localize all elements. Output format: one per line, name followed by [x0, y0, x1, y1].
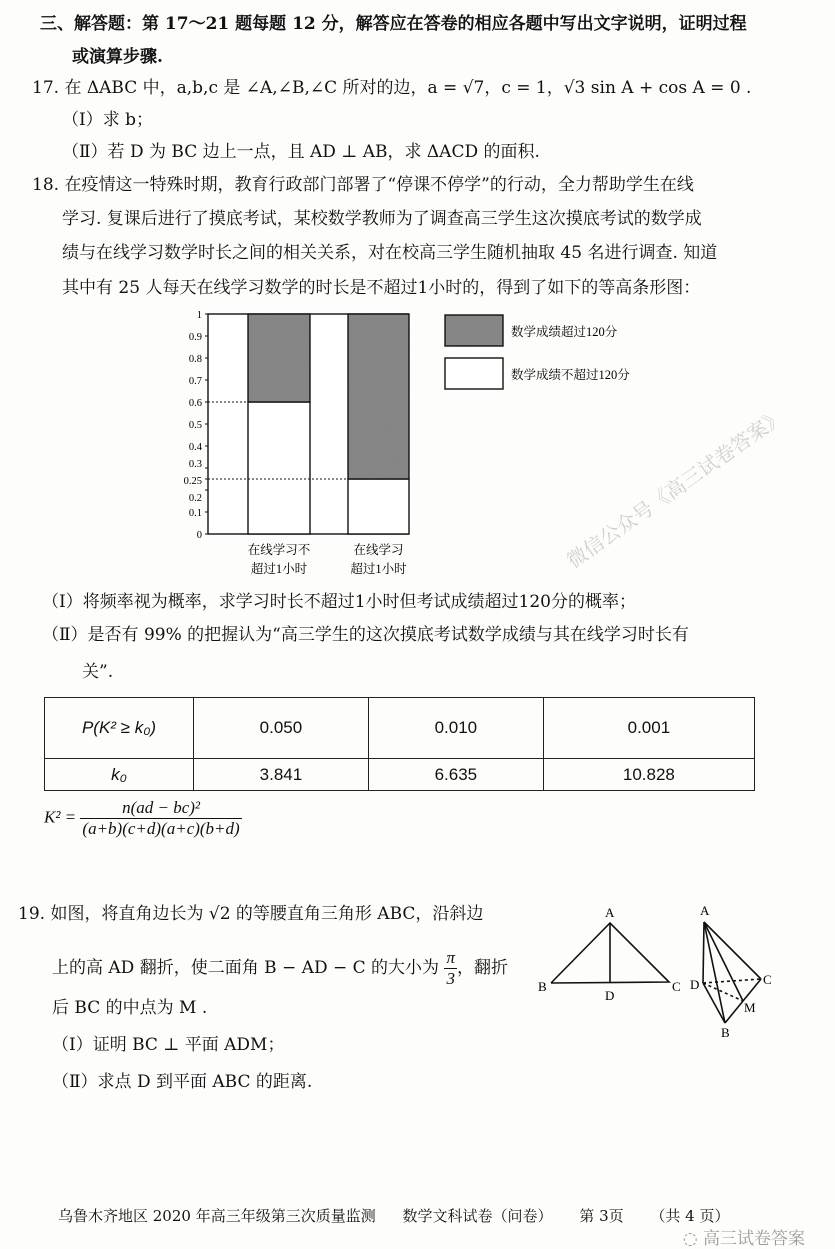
legend-swatch: [445, 358, 503, 389]
y-tick-label: 0: [196, 530, 202, 541]
label-B: B: [721, 1025, 730, 1040]
pi-over-3: [444, 948, 457, 989]
legend-label: 数学成绩超过120分: [511, 325, 618, 339]
formula-numerator: n(ad − bc)²: [80, 798, 241, 819]
formula-fraction: [80, 798, 241, 839]
wechat-icon: ◌: [682, 1229, 698, 1249]
formula-lhs: K² =: [44, 807, 77, 827]
y-tick-label: 0.1: [188, 508, 202, 519]
formula-denominator: (a+b)(c+d)(a+c)(b+d): [82, 819, 240, 838]
triangle-figures: [530, 890, 830, 1040]
footer-page: 第 3页: [579, 1207, 624, 1225]
y-tick-label: 0.9: [188, 332, 202, 343]
q19-part1: （Ⅰ）证明 BC ⊥ 平面 ADM；: [52, 1035, 285, 1055]
q18-line-1: [32, 173, 694, 197]
table-cell: 10.828: [543, 759, 754, 791]
y-tick-label: 0.5: [188, 420, 202, 431]
q18-part2-cont: 关”.: [82, 662, 114, 682]
x-tick-label: 在线学习不: [247, 543, 311, 557]
q19-line-1: [18, 902, 483, 926]
x-tick-label: 在线学习: [353, 543, 404, 557]
table-header: k₀: [45, 759, 194, 791]
table-header: P(K² ≥ k₀): [45, 698, 194, 759]
bar-segment: [248, 314, 310, 402]
table-cell: 6.635: [368, 759, 543, 791]
section-title: 三、解答题：第 17～21 题每题 12 分，解答应在答卷的相应各题中写出文字说明，证明过程: [40, 14, 747, 34]
q17-part1: （Ⅰ）求 b；: [62, 110, 154, 130]
y-tick-label: 0.2: [188, 493, 202, 504]
label-D: D: [690, 977, 700, 992]
table-row: [45, 698, 755, 759]
x-tick-label: 超过1小时: [250, 562, 308, 576]
label-M: M: [744, 1000, 756, 1015]
bar-segment: [348, 479, 409, 534]
critical-value-table: [44, 697, 755, 791]
q18-part2: （Ⅱ）是否有 99% 的把握认为“高三学生的这次摸底考试数学成绩与其在线学习时长有: [42, 625, 689, 645]
brand-watermark: [683, 1224, 805, 1249]
bar-segment: [348, 314, 409, 479]
q18-line-3: 绩与在线学习数学时长之间的相关关系，对在校高三学生随机抽取 45 名进行调查. 知道: [62, 243, 718, 263]
label-A: A: [605, 905, 615, 920]
y-tick-label: 0.6: [188, 398, 202, 409]
frac-den: 3: [446, 969, 455, 988]
label-C: C: [763, 972, 772, 987]
q19-line-3: 后 BC 的中点为 M .: [52, 998, 208, 1018]
k-squared-formula: [44, 798, 242, 839]
flat-triangle-figure: [551, 923, 669, 983]
label-C: C: [672, 979, 681, 994]
y-tick-label: 0.3: [188, 459, 202, 470]
bar-segment: [248, 402, 310, 534]
label-A: A: [700, 903, 710, 918]
q17-stem: [32, 76, 751, 100]
q19-part2: （Ⅱ）求点 D 到平面 ABC 的距离.: [52, 1072, 313, 1092]
table-row: [45, 759, 755, 791]
legend-label: 数学成绩不超过120分: [511, 368, 630, 382]
q17-part2: （Ⅱ）若 D 为 BC 边上一点，且 AD ⊥ AB，求 ΔACD 的面积.: [62, 142, 540, 162]
section-title-cont: 或演算步骤.: [72, 47, 163, 67]
table-cell: 0.010: [368, 698, 543, 759]
y-tick-label: 0.8: [188, 354, 202, 365]
label-B: B: [538, 979, 547, 994]
legend-swatch: [445, 315, 503, 346]
watermark: 微信公众号《高三试卷答案》: [562, 404, 790, 573]
x-tick-label: 超过1小时: [350, 562, 407, 576]
q19-text: 如图，将直角边长为 √2 的等腰直角三角形 ABC，沿斜边: [50, 904, 484, 924]
q18-line-2: 学习. 复课后进行了摸底考试，某校数学教师为了调查高三学生这次摸底考试的数学成: [62, 209, 702, 229]
y-tick-label: 0.7: [188, 376, 202, 387]
q19-text: ，翻折: [456, 958, 508, 978]
brand-text: 高三试卷答案: [703, 1229, 805, 1249]
y-tick-label: 0.4: [188, 442, 202, 453]
q18-line-4: 其中有 25 人每天在线学习数学的时长是不超过1小时的，得到了如下的等高条形图：: [62, 278, 701, 298]
table-cell: 3.841: [194, 759, 369, 791]
footer-total: （共 4 页）: [650, 1207, 730, 1225]
q19-text: 上的高 AD 翻折，使二面角 B − AD − C 的大小为: [52, 958, 440, 978]
footer-exam: 乌鲁木齐地区 2020 年高三年级第三次质量监测: [58, 1207, 376, 1225]
q17-text: 在 ΔABC 中，a,b,c 是 ∠A,∠B,∠C 所对的边，a = √7，c = 1，√3 sin A + cos A = 0 .: [64, 78, 752, 98]
q18-text: 在疫情这一特殊时期，教育行政部门部署了“停课不停学”的行动，全力帮助学生在线: [64, 175, 694, 195]
footer-subject: 数学文科试卷（问卷）: [402, 1207, 553, 1225]
frac-num: π: [446, 948, 455, 967]
table-cell: 0.050: [194, 698, 369, 759]
q18-number: 18.: [32, 175, 60, 195]
q18-part1: （Ⅰ）将频率视为概率，求学习时长不超过1小时但考试成绩超过120分的概率；: [42, 592, 636, 612]
y-tick-label: 1: [196, 310, 202, 321]
q19-number: 19.: [18, 904, 46, 924]
label-D: D: [605, 988, 615, 1003]
q17-number: 17.: [32, 78, 60, 98]
q19-line-2: [52, 948, 508, 989]
y-tick-label: 0.25: [183, 476, 202, 487]
footer: [58, 1205, 751, 1226]
table-cell: 0.001: [543, 698, 754, 759]
